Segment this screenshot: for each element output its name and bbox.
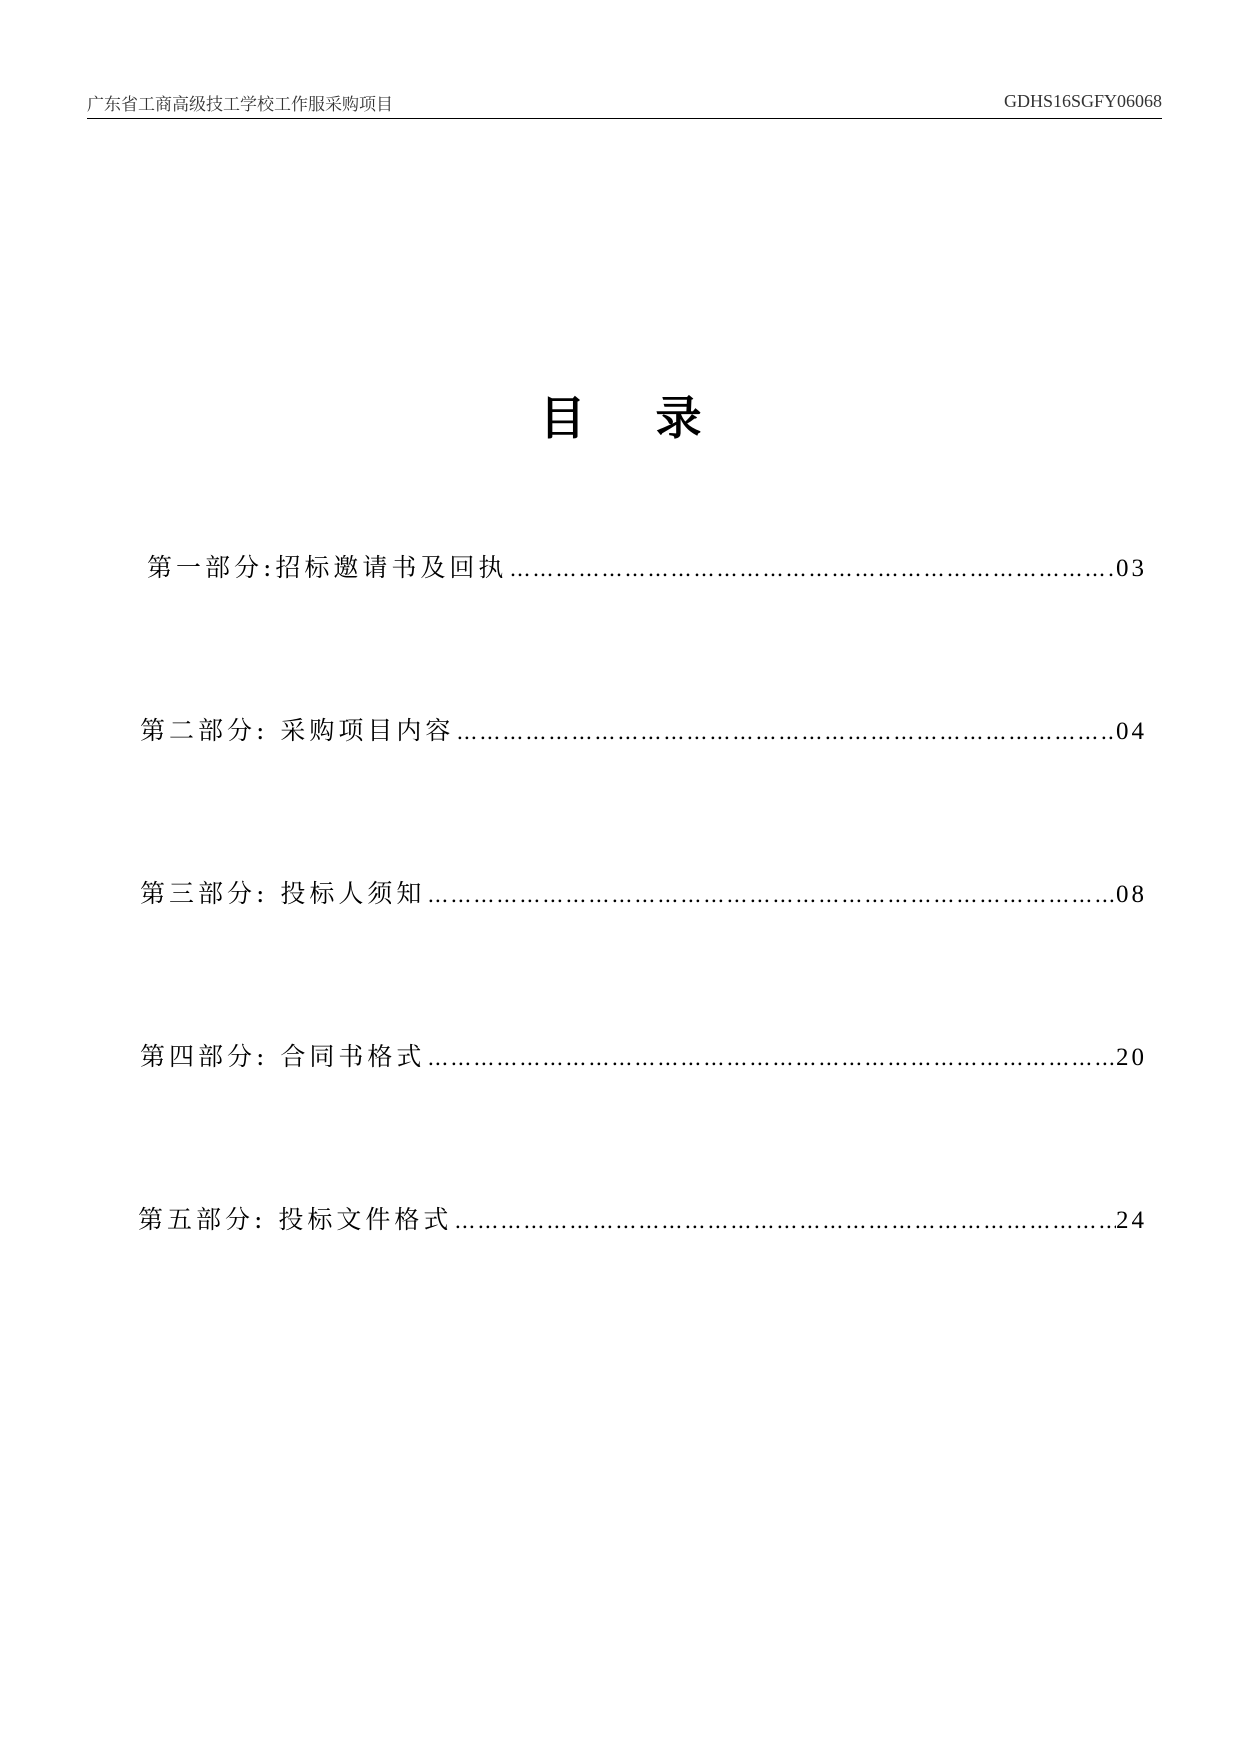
header-project-name: 广东省工商高级技工学校工作服采购项目 — [87, 95, 393, 115]
toc-entry-label: 第五部分: 投标文件格式 — [138, 1205, 453, 1234]
toc-entry-page: 04 — [1116, 718, 1147, 745]
toc-entry-label: 第二部分: 采购项目内容 — [140, 716, 455, 745]
toc-entry-page: 24 — [1116, 1207, 1147, 1234]
toc-entry-page: 08 — [1116, 881, 1147, 908]
toc-entry-2[interactable] — [140, 711, 1147, 747]
toc-entry-label: 第一部分:招标邀请书及回执 — [147, 553, 508, 582]
toc-entry-1[interactable] — [147, 548, 1147, 584]
toc-dot-leader — [425, 883, 1116, 907]
toc-entry-5[interactable] — [138, 1200, 1147, 1236]
toc-entry-label: 第四部分: 合同书格式 — [140, 1042, 426, 1071]
toc-entry-4[interactable] — [140, 1037, 1147, 1073]
toc-dot-leader — [454, 720, 1116, 744]
toc-entry-page: 20 — [1116, 1044, 1147, 1071]
toc-entry-label: 第三部分: 投标人须知 — [140, 879, 426, 908]
toc-dot-leader — [425, 1046, 1116, 1070]
toc-dot-leader — [507, 557, 1116, 581]
page-header — [87, 88, 1162, 119]
header-project-code: GDHS16SGFY06068 — [1003, 91, 1162, 111]
toc-entry-page: 03 — [1116, 555, 1147, 582]
toc-entry-3[interactable] — [140, 874, 1147, 910]
toc-title: 目录 — [539, 391, 772, 445]
toc-dot-leader — [452, 1209, 1116, 1233]
